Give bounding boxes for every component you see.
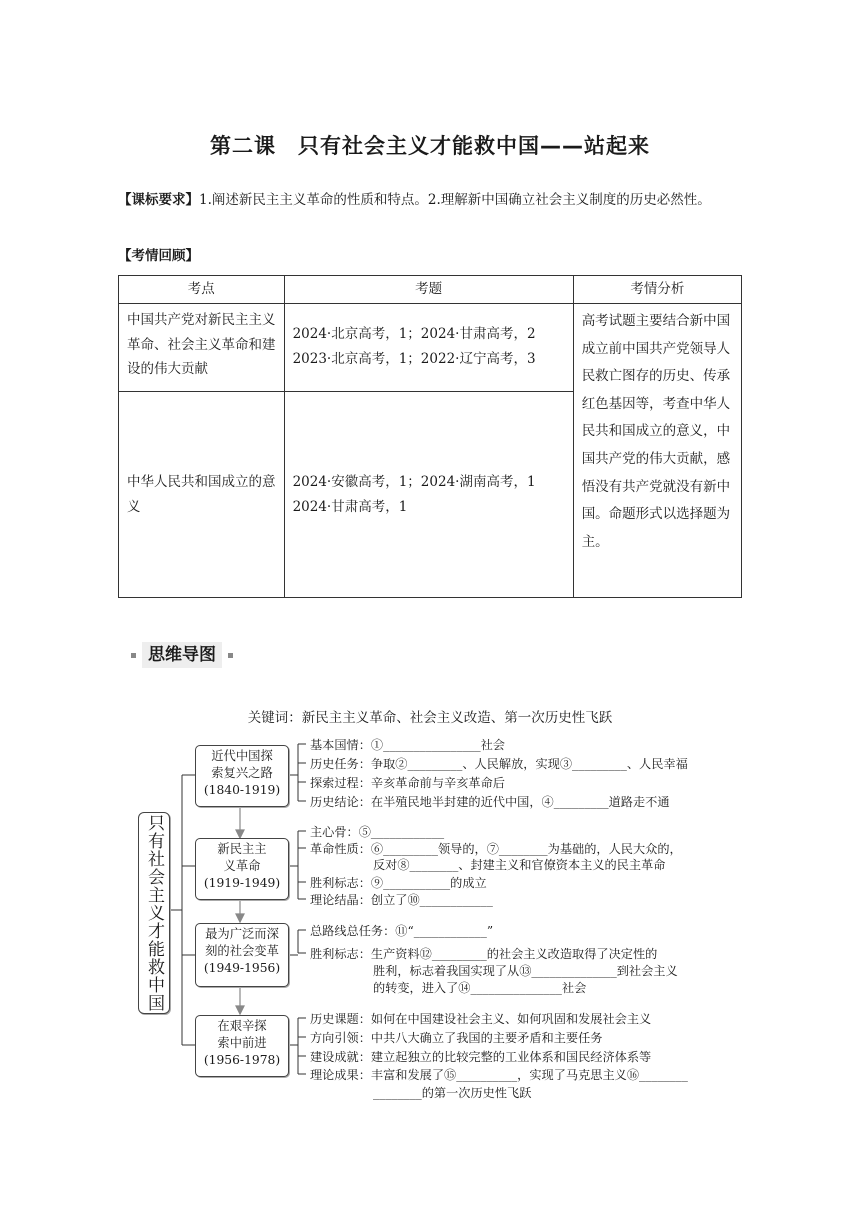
root-label: 只有社会主义才能救中国 <box>144 814 164 1012</box>
review-label: 【考情回顾】 <box>118 248 199 264</box>
exam-line: 2023·北京高考，1；2022·辽宁高考，3 <box>292 350 536 367</box>
mindmap-item: 胜利，标志着我国实现了从⑬______________到社会主义 <box>373 964 678 978</box>
exam-line: 2024·安徽高考，1；2024·湖南高考，1 <box>292 474 536 490</box>
mindmap-item: 基本国情：①________________社会 <box>310 738 505 752</box>
analysis-cell: 高考试题主要结合新中国成立前中国共产党领导人民救亡图存的历史、传承红色基因等，考查中华人民共和国成立的意义，中国共产党的伟大贡献，感悟没有共产党就没有新中国。命题形式以选择题为主。 <box>573 304 741 598</box>
keywords: 关键词：新民主主义革命、社会主义改造、第一次历史性飞跃 <box>247 710 613 726</box>
mindmap-item: 探索过程：辛亥革命前与辛亥革命后 <box>310 776 505 790</box>
mindmap-item: 反对⑧________、封建主义和官僚资本主义的民主革命 <box>373 858 666 872</box>
mindmap-node-1 <box>195 745 289 807</box>
node-label: 刻的社会变革 <box>205 944 279 958</box>
mindmap-item: ________的第一次历史性飞跃 <box>373 1086 532 1100</box>
node-label: 近代中国探 <box>211 749 273 763</box>
node-label: 索中前进 <box>217 1036 267 1050</box>
mindmap-item: 的转变，进入了⑭_______________社会 <box>373 981 587 995</box>
node-label: (1956-1978) <box>203 1053 281 1067</box>
mindmap-item: 理论成果：丰富和发展了⑮__________，实现了马克思主义⑯________ <box>310 1068 688 1082</box>
node-label: (1840-1919) <box>203 783 281 797</box>
exam-line: 2024·北京高考，1；2024·甘肃高考，2 <box>292 326 536 342</box>
mindmap-item: 主心骨：⑤____________ <box>310 825 445 839</box>
requirement-label: 【课标要求】 <box>118 192 199 208</box>
header-exam: 考题 <box>284 276 573 304</box>
header-point: 考点 <box>119 276 285 304</box>
node-label: 义革命 <box>223 859 261 873</box>
mindmap-item: 总路线总任务：⑪“____________” <box>310 924 494 938</box>
mindmap-item: 理论结晶：创立了⑩____________ <box>310 893 493 907</box>
node-label: 新民主主 <box>217 842 267 856</box>
point-cell: 中国共产党对新民主主义革命、社会主义革命和建设的伟大贡献 <box>119 304 285 392</box>
page-title: 第二课 只有社会主义才能救中国——站起来 <box>210 134 650 158</box>
requirement-text: 1.阐述新民主主义革命的性质和特点。2.理解新中国确立社会主义制度的历史必然性。 <box>199 192 711 208</box>
mindmap-root <box>138 812 170 1014</box>
point-cell: 中华人民共和国成立的意义 <box>119 392 285 598</box>
mindmap-item: 历史任务：争取②_________、人民解放，实现③_________、人民幸福 <box>310 757 688 771</box>
mindmap-item: 建设成就：建立起独立的比较完整的工业体系和国民经济体系等 <box>310 1050 652 1064</box>
section-title: 思维导图 <box>142 642 222 668</box>
mindmap-node-3 <box>195 923 289 987</box>
exam-line: 2024·甘肃高考，1 <box>292 498 408 515</box>
mindmap-node-4 <box>195 1015 289 1077</box>
node-label: 索复兴之路 <box>211 766 273 780</box>
mindmap-item: 历史结论：在半殖民地半封建的近代中国，④_________道路走不通 <box>310 795 670 809</box>
node-label: 在艰辛探 <box>217 1019 267 1033</box>
mindmap-item: 历史课题：如何在中国建设社会主义、如何巩固和发展社会主义 <box>310 1012 652 1026</box>
mindmap-item: 胜利标志：⑨___________的成立 <box>310 876 487 890</box>
mindmap-item: 胜利标志：生产资料⑫_________的社会主义改造取得了决定性的 <box>310 947 658 961</box>
node-label: (1919-1949) <box>203 876 281 890</box>
mindmap-item: 革命性质：⑥_________领导的，⑦________为基础的，人民大众的， <box>310 842 682 856</box>
mindmap-item: 方向引领：中共八大确立了我国的主要矛盾和主要任务 <box>310 1031 603 1045</box>
node-label: (1949-1956) <box>203 961 281 975</box>
mindmap-node-2 <box>195 838 289 900</box>
node-label: 最为广泛而深 <box>205 927 279 941</box>
header-analysis: 考情分析 <box>573 276 741 304</box>
